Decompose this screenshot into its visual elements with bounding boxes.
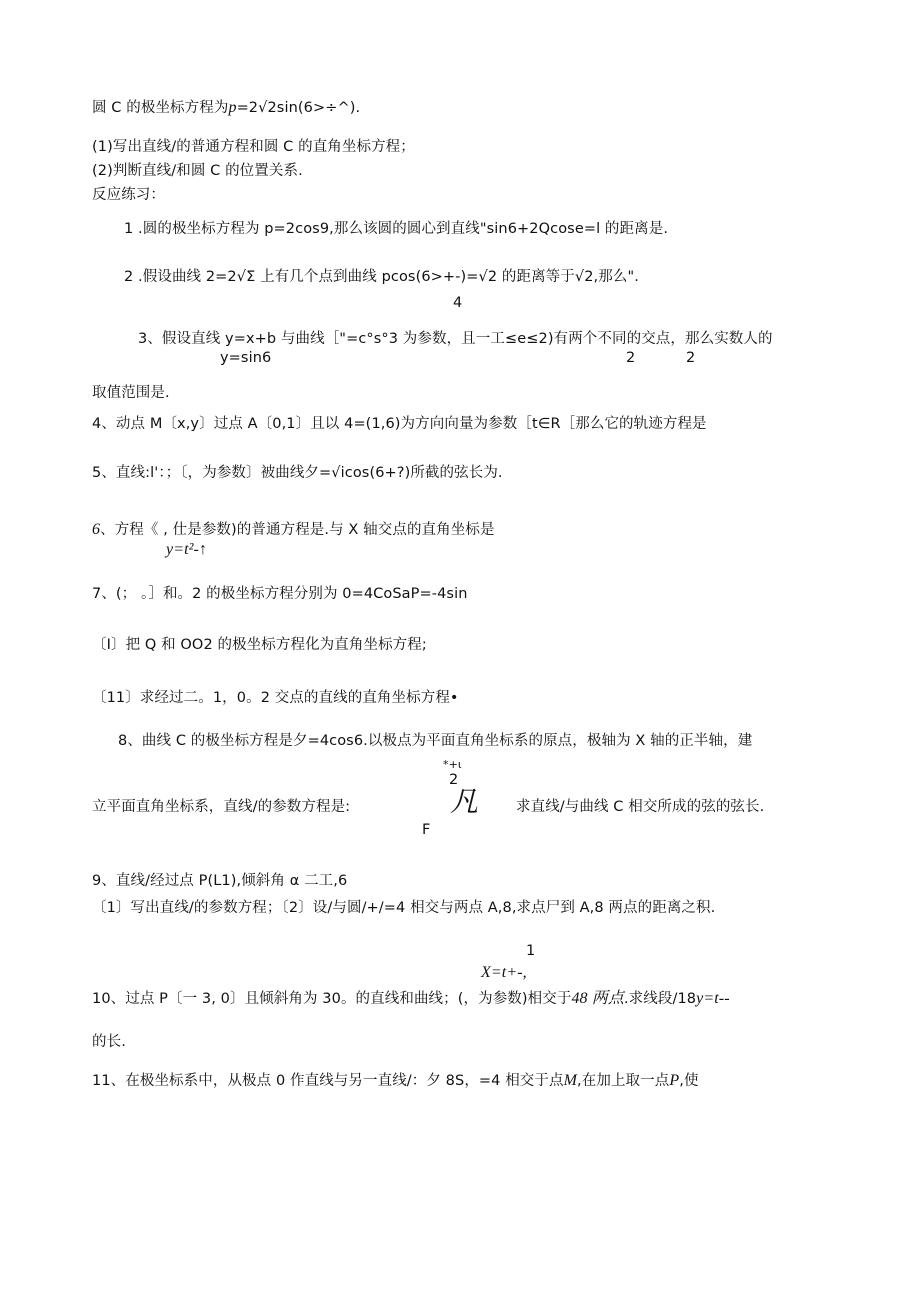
text-seg: 、方程《 , 仕是参数)的普通方程是.与 X 轴交点的直角坐标是 [100,522,495,538]
text-line: 〔I〕把 Q 和 OO2 的极坐标方程化为直角坐标方程; [92,637,427,653]
text-line: 〔11〕求经过二。1，0。2 交点的直线的直角坐标方程• [92,690,459,706]
text-line: 1 .圆的极坐标方程为 p=2cos9,那么该圆的圆心到直线"sin6+2Qcose=l 的距离是. [124,221,669,237]
text-seg: =2√2sin(6>÷^). [236,100,361,116]
text-line: 7、(； 。］和。2 的极坐标方程分别为 0=4CoSaP=-4sin [92,586,468,602]
text-line: 3、假设直线 y=x+b 与曲线［"=c°s°3 为参数，且一工≤e≤2)有两个不同的交点，那么实数人的 [138,331,773,347]
text-line: 求直线/与曲线 C 相交所成的弦的弦长. [516,799,765,815]
text-line [92,990,730,1008]
text-line: (2)判断直线/和圆 C 的位置关系. [92,163,303,179]
text-line: 2 .假设曲线 2=2√Σ 上有几个点到曲线 pcos(6>+-)=√2 的距离等于√2,那么". [124,269,639,285]
text-line: 2 [626,350,636,366]
math-seg: p [228,99,237,116]
text-line: 9、直线/经过点 P(L1),倾斜角 α 二工,6 [92,873,348,889]
text-line [92,521,495,539]
text-line: 4、动点 M〔x,y〕过点 A〔0,1〕且以 4=(1,6)为方向向量为参数［t∈R［那么它的轨迹方程是 [92,416,707,432]
math-seg: P [669,1072,680,1089]
text-line: 2 [686,350,696,366]
text-line: 取值范围是. [92,385,170,401]
text-line: 〔1〕写出直线/的参数方程；〔2〕设/与圆/+/=4 相交与两点 A,8,求点尸到 A,8 两点的距离之积. [92,900,716,916]
text-line: 反应练习： [92,187,165,203]
text-line: y=sin6 [220,350,272,366]
text-line: 2 [449,772,459,788]
text-line: *+ι [443,758,462,771]
text-seg: 圆 C 的极坐标方程为 [92,100,229,116]
text-seg: ,在加上取一点 [577,1073,670,1089]
text-seg: ,使 [679,1073,699,1089]
text-line: 8、曲线 C 的极坐标方程是夕=4cos6.以极点为平面直角坐标系的原点，极轴为 X 轴的正半轴，建 [118,733,753,749]
text-line: F [422,822,431,838]
text-line: 4 [453,295,463,311]
math-seg: M [563,1072,578,1089]
math-seg: 6 [92,521,101,538]
text-seg: 11、在极坐标系中，从极点 0 作直线与另一直线/：夕 8S，=4 相交于点 [92,1073,564,1089]
math-seg: y=t-- [696,990,730,1007]
text-line: 立平面直角坐标系，直线/的参数方程是: [92,799,351,815]
text-line: 凡 [450,787,479,818]
text-line: 5、直线:l'：；〔，为参数〕被曲线夕=√icos(6+?)所截的弦长为. [92,465,503,481]
text-line: (1)写出直线/的普通方程和圆 C 的直角坐标方程； [92,139,415,155]
text-line [92,99,360,117]
text-line [92,1072,699,1090]
text-line: 1 [526,943,536,959]
text-line: X=t+-, [481,964,527,981]
math-seg: 48 两点 [571,990,624,1007]
text-line: y=t²-↑ [166,541,208,558]
text-seg: .求线段/18 [623,991,697,1007]
text-seg: 10、过点 P〔一 3, 0〕且倾斜角为 30。的直线和曲线；(，为参数)相交于 [92,991,572,1007]
text-line: 的长. [92,1034,126,1050]
